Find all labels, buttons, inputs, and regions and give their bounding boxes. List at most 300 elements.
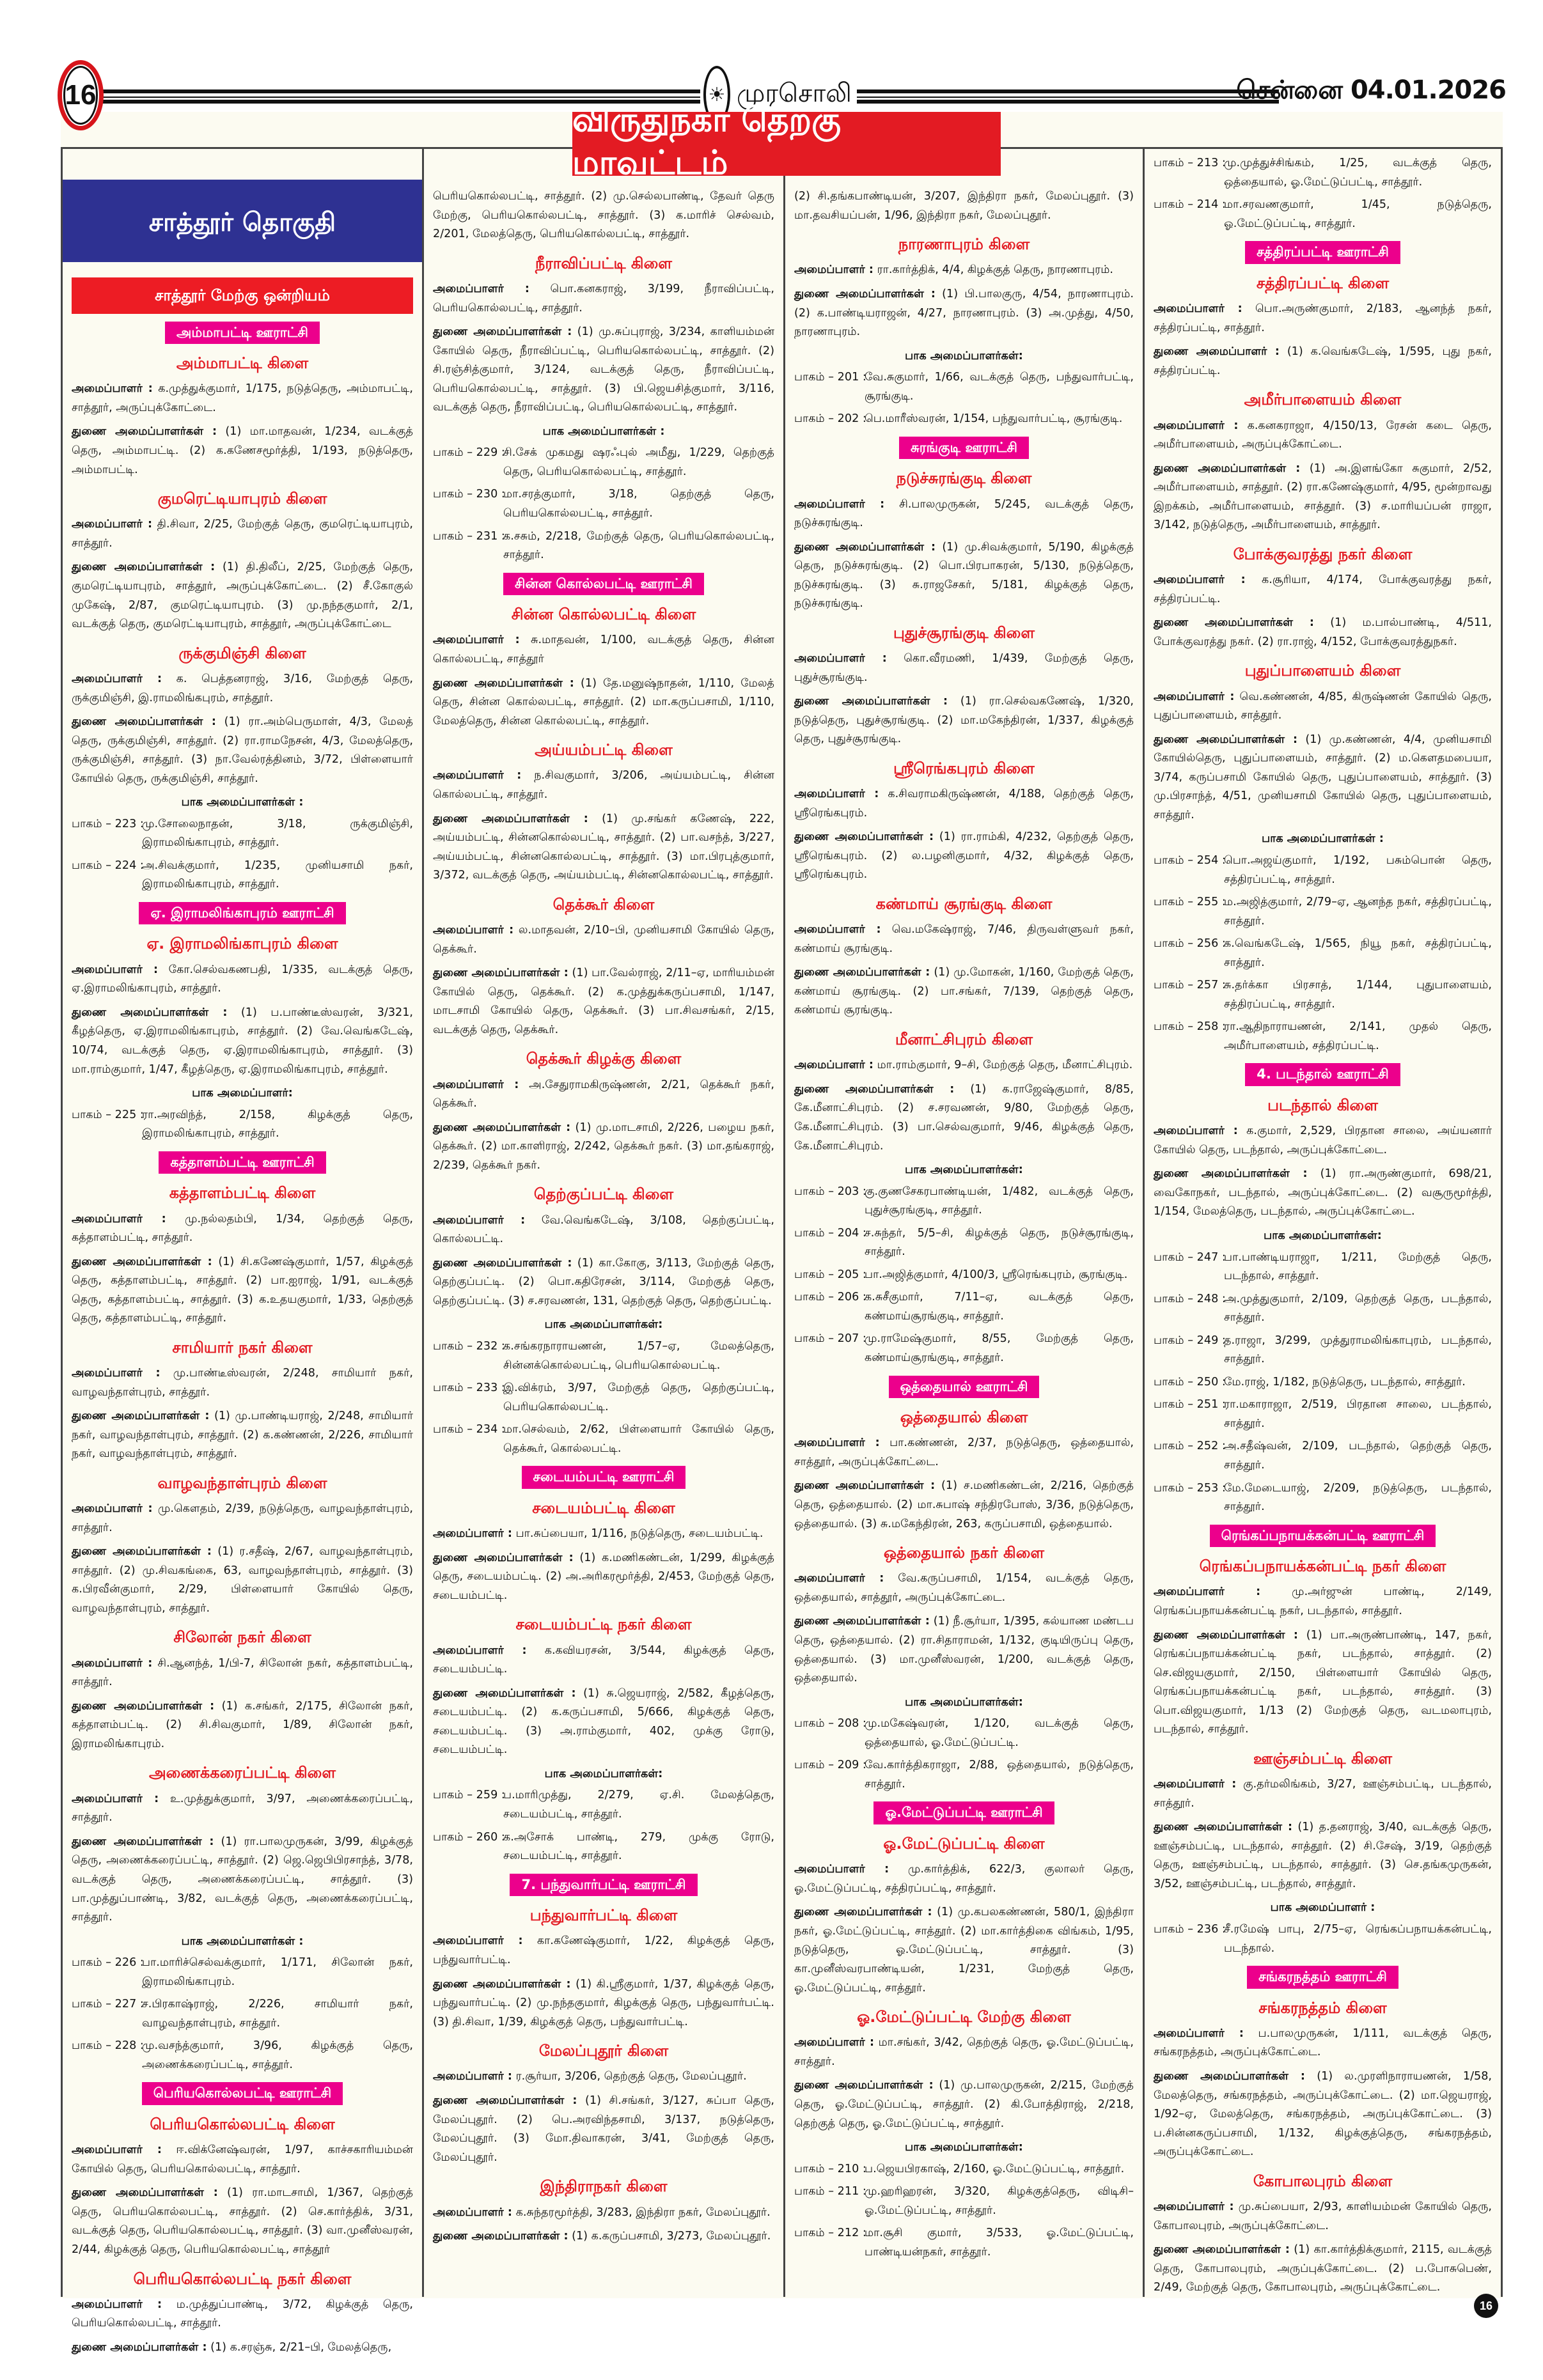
officer-details: அ.சேதுராமகிருஷ்ணன், 2/21, தெக்கூர் நகர், தெக்கூர். bbox=[433, 1078, 775, 1110]
ward-entry bbox=[1154, 893, 1492, 931]
officer-entry bbox=[72, 423, 413, 479]
officer-details: க. பெத்தனராஜ், 3/16, மேற்குத் தெரு, ருக்குமிஞ்சி, இ.ராமலிங்கபுரம், சாத்தூர். bbox=[72, 672, 414, 704]
ward-number: பாகம் – 212 : bbox=[794, 2227, 866, 2240]
officer-details: பொ.அருண்குமார், 2/183, ஆனந்த் நகர், சத்திரப்பட்டி, சாத்தூர். bbox=[1154, 302, 1492, 334]
officer-entry bbox=[1154, 2241, 1492, 2298]
officer-details: க.சிவராமகிருஷ்ணன், 4/188, தெற்குத் தெரு, ஸ்ரீரெங்கபுரம். bbox=[794, 788, 1134, 820]
ward-officer: பா.அஜித்குமார், 4/100/3, ஸ்ரீரெங்கபுரம், சூரங்குடி. bbox=[865, 1268, 1128, 1281]
ward-entry bbox=[1154, 1920, 1492, 1958]
officer-details: (1) க.ராஜேஷ்குமார், 8/85, கே.மீனாட்சிபுரம். (2) ச.சரவணன், 9/80, மேற்குத் தெரு, கே.மீனாட்சிபுரம். (3) பா.செல்வகுமார், 9/46, கிழக்குத் தெரு, கே.மீனாட்சிபுரம். bbox=[794, 1082, 1134, 1153]
role-label: துணை அமைப்பாளர்கள் : bbox=[1154, 2243, 1290, 2257]
branch-heading: அய்யம்பட்டி கிளை bbox=[535, 741, 673, 759]
officer-details: சி.ஆனந்த், 1/பி-7, சிலோன் நகர், கத்தாளம்பட்டி, சாத்தூர். bbox=[72, 1656, 414, 1689]
ward-officer: க.சங்கரநாராயணன், 1/57–ஏ, மேலத்தெரு, சின்னக்கொல்லபட்டி, பெரியகொல்லபட்டி. bbox=[503, 1339, 774, 1372]
officer-entry bbox=[433, 1549, 774, 1606]
ward-number: பாகம் – 234 : bbox=[433, 1423, 505, 1436]
officer-entry bbox=[1154, 614, 1492, 651]
role-label: அமைப்பாளர் : bbox=[1154, 1585, 1261, 1599]
role-label: அமைப்பாளர் : bbox=[794, 652, 887, 665]
role-label: அமைப்பாளர் : bbox=[72, 1367, 161, 1380]
officer-entry bbox=[433, 1642, 774, 1679]
officer-entry bbox=[1154, 2198, 1492, 2236]
role-label: அமைப்பாளர் : bbox=[433, 1644, 527, 1657]
officer-details: (1) கி.ஸ்ரீகுமார், 1/37, கிழக்குத் தெரு, பந்துவார்பட்டி. (2) மு.நந்தகுமார், கிழக்குத் தெரு, பந்துவார்பட்டி. (3) தி.சிவா, 1/39, கிழக்குத் தெரு, பந்துவார்பட்டி. bbox=[433, 1977, 774, 2028]
ward-officer: மு.முத்துச்சிங்கம், 1/25, வடக்குத் தெரு, ஒத்தையால், ஓ.மேட்டுப்பட்டி, சாத்தூர். bbox=[1224, 157, 1492, 189]
officer-entry bbox=[72, 2184, 413, 2259]
ward-number: பாகம் – 213 : bbox=[1154, 157, 1226, 169]
panchayat-heading: ஏ. இராமலிங்காபுரம் ஊராட்சி bbox=[139, 902, 345, 925]
role-label: துணை அமைப்பாளர்கள் : bbox=[433, 2094, 577, 2107]
column-4 bbox=[1143, 149, 1503, 2297]
role-label: துணை அமைப்பாளர்கள் : bbox=[1154, 462, 1301, 475]
officer-entry bbox=[1154, 1583, 1492, 1621]
ward-number: பாகம் – 236 : bbox=[1154, 1922, 1226, 1936]
ward-entry bbox=[794, 1266, 1134, 1285]
ward-number: பாகம் – 256 : bbox=[1154, 937, 1226, 951]
ward-entry bbox=[433, 1337, 774, 1375]
ward-number: பாகம் – 226 : bbox=[72, 1956, 144, 1970]
officer-entry bbox=[1154, 1775, 1492, 1813]
branch-heading: பந்துவார்பட்டி கிளை bbox=[529, 1906, 678, 1925]
officer-entry bbox=[433, 810, 774, 885]
constituency-heading: சாத்தூர் தொகுதி bbox=[63, 180, 422, 262]
officer-entry bbox=[794, 187, 1134, 225]
ward-number: பாகம் – 204 : bbox=[794, 1226, 866, 1240]
ward-number: பாகம் – 223 : bbox=[72, 817, 144, 830]
officer-details: ப.பாலமுருகன், 1/111, வடக்குத் தெரு, சங்கரநத்தம், அருப்புக்கோட்டை. bbox=[1154, 2026, 1492, 2059]
role-label: அமைப்பாளர் : bbox=[1154, 2200, 1234, 2214]
branch-heading: பெரியகொல்லபட்டி நகர் கிளை bbox=[133, 2269, 352, 2288]
ward-entry bbox=[794, 2182, 1134, 2220]
role-label: துணை அமைப்பாளர்கள் : bbox=[1154, 2069, 1305, 2083]
officer-entry bbox=[794, 2076, 1134, 2133]
officer-details: (1) நீ.சூர்யா, 1/395, கல்யாண மண்டப தெரு, ஒத்தையால். (2) ரா.சிதாராமன், 1/132, குடியிருப்பு தெரு, ஒத்தையால். (3) மா.முனீஸ்வரன், 1/200, வடக்குத் தெரு, ஒத்தையால். bbox=[794, 1615, 1134, 1685]
branch-heading: நீராவிப்பட்டி கிளை bbox=[535, 254, 672, 272]
ward-officer: ச.பிரகாஷ்ராஜ், 2/226, சாமியார் நகர், வாழவந்தாள்புரம், சாத்தூர். bbox=[142, 1998, 413, 2030]
branch-heading: சத்திரப்பட்டி கிளை bbox=[1256, 274, 1390, 292]
panchayat-heading-wrap bbox=[1154, 1063, 1492, 1086]
ward-number: பாகம் – 214 : bbox=[1154, 198, 1226, 212]
officer-entry bbox=[433, 1211, 774, 1249]
role-label: துணை அமைப்பாளர்கள் : bbox=[433, 1977, 571, 1991]
panchayat-heading: சத்திரப்பட்டி ஊராட்சி bbox=[1245, 241, 1400, 264]
officer-details: (1) சி.கணேஷ்குமார், 1/57, கிழக்குத் தெரு, கத்தாளம்பட்டி, சாத்தூர். (2) பா.ஐராஜ், 1/91, வடக்குத் தெரு, கத்தாளம்பட்டி, சாத்தூர். (3) க.உதயகுமார், 1/33, தெற்குத் தெரு, கத்தாளம்பட்டி, சாத்தூர். bbox=[72, 1255, 414, 1325]
panchayat-heading: கத்தாளம்பட்டி ஊராட்சி bbox=[159, 1151, 325, 1174]
officer-details: (1) மா.மாதவன், 1/234, வடக்குத் தெரு, அம்மாபட்டி. (2) க.கணேசமூர்த்தி, 1/193, நடுத்தெரு, அம்மாபட்டி. bbox=[72, 425, 414, 476]
officer-entry bbox=[794, 261, 1134, 280]
officer-details: கொ.வீரமணி, 1/439, மேற்குத் தெரு, புதுச்சூரங்குடி. bbox=[794, 652, 1134, 684]
section-label: பாக அமைப்பாளர்: bbox=[192, 1087, 293, 1100]
ward-entry bbox=[794, 1330, 1134, 1367]
officer-entry bbox=[72, 1790, 413, 1828]
role-label: அமைப்பாளர் : bbox=[794, 263, 873, 277]
officer-entry bbox=[72, 1697, 413, 1754]
officer-details: மு.கார்த்திக், 622/3, குலாலர் தெரு, ஓ.மேட்டுப்பட்டி, சத்திரப்பட்டி, சாத்தூர். bbox=[794, 1863, 1134, 1895]
section-label: பாக அமைப்பாளர்கள்: bbox=[1264, 1229, 1382, 1242]
role-label: துணை அமைப்பாளர்கள் : bbox=[433, 812, 588, 825]
section-label: பாக அமைப்பாளர் : bbox=[1270, 1901, 1375, 1915]
ward-entry bbox=[794, 1715, 1134, 1752]
officer-details: (1) பி.பாலகுரு, 4/54, நாரணாபுரம். (2) க.பாண்டியராஜன், 4/27, நாரணாபுரம். (3) அ.முத்து, 4/50, நாரணாபுரம். bbox=[794, 287, 1134, 339]
role-label: துணை அமைப்பாளர்கள் : bbox=[72, 561, 215, 574]
officer-entry bbox=[433, 1076, 774, 1114]
role-label: துணை அமைப்பாளர்கள் : bbox=[72, 1835, 214, 1848]
section-label: பாக அமைப்பாளர்கள் : bbox=[181, 1934, 304, 1948]
officer-entry bbox=[1154, 417, 1492, 455]
ward-entry bbox=[794, 1756, 1134, 1794]
panchayat-heading: அம்மாபட்டி ஊராட்சி bbox=[165, 322, 320, 345]
ward-number: பாகம் – 248 : bbox=[1154, 1292, 1226, 1305]
officer-details: (1) மு.கபலகண்ணன், 580/1, இந்திரா நகர், ஓ.மேட்டுப்பட்டி, சாத்தூர். (2) மா.கார்த்திகை விங்கம், 1/95, நடுத்தெரு, ஓ.மேட்டுப்பட்டி, சாத்தூர். (3) கா.முனீஸ்வரபாண்டியன், 1/231, மேற்குத் தெரு, ஓ.மேட்டுப்பட்டி, சாத்தூர். bbox=[794, 1906, 1134, 1995]
ward-entry bbox=[72, 1106, 413, 1144]
page-title: விருதுநகர் தெற்கு மாவட்டம் bbox=[572, 112, 1001, 176]
branch-heading: நடுச்சுரங்குடி கிளை bbox=[896, 469, 1032, 488]
ward-entry bbox=[794, 1183, 1134, 1220]
ward-officer: மா.செல்வம், 2/62, பிள்ளையார் கோயில் தெரு, தெக்கூர், கொல்லபட்டி. bbox=[503, 1423, 774, 1455]
panchayat-heading-wrap bbox=[1154, 241, 1492, 264]
officer-entry bbox=[433, 2204, 774, 2223]
ward-number: பாகம் – 228 : bbox=[72, 2039, 144, 2053]
officer-details: (1) மு.சங்கர் கணேஷ், 222, அய்யம்பட்டி, சின்னகொல்லபட்டி, சாத்தூர். (2) பா.வசந்த், 3/227, அய்யம்பட்டி, சின்னகொல்லபட்டி, சாத்தூர். (3) மா.பிரபுத்குமார், 3/372, வடக்குத் தெரு, அய்யம்பட்டி, சின்னகொல்லபட்டி, சாத்தூர். bbox=[433, 812, 775, 882]
role-label: அமைப்பாளர் : bbox=[433, 1934, 523, 1948]
officer-details: (1) மு.சிவக்குமார், 5/190, கிழக்குத் தெரு, நடுச்சுரங்குடி. (2) பொ.பிரபாகரன், 5/130, நடுத்தெரு, நடுச்சுரங்குடி. (3) சு.ராஜசேகர், 5/181, கிழக்குத் தெரு, நடுச்சுரங்குடி. bbox=[794, 540, 1134, 611]
panchayat-heading-wrap bbox=[794, 1801, 1134, 1824]
branch-heading: ஊஞ்சம்பட்டி கிளை bbox=[1253, 1749, 1393, 1768]
officer-details: (1) ர.சதீஷ், 2/67, வாழவந்தாள்புரம், சாத்தூர். (2) மு.சிவகங்கை, 63, வாழவந்தாள்புரம், சாத்தூர். (3) க.பிரவீன்குமார், 2/29, பிள்ளையார் கோயில் தெரு, வாழவந்தாள்புரம், சாத்தூர். bbox=[72, 1545, 414, 1615]
role-label: துணை அமைப்பாளர்கள் : bbox=[1154, 1167, 1308, 1181]
panchayat-heading: சடையம்பட்டி ஊராட்சி bbox=[522, 1466, 686, 1489]
role-label: அமைப்பாளர் : bbox=[1154, 690, 1235, 703]
officer-details: ஈ.விக்னேஷ்வரன், 1/97, காச்சகாரியம்மன் கோயில் தெரு, பெரியகொல்லபட்டி, சாத்தூர். bbox=[72, 2143, 413, 2175]
officer-entry bbox=[1154, 571, 1492, 609]
role-label: அமைப்பாளர் : bbox=[433, 1527, 512, 1541]
ward-number: பாகம் – 225 : bbox=[72, 1108, 144, 1121]
officer-entry bbox=[794, 538, 1134, 614]
officer-details: க.கவியரசன், 3/544, கிழக்குத் தெரு, சடையம்பட்டி. bbox=[433, 1644, 774, 1676]
panchayat-heading: சங்கரநத்தம் ஊராட்சி bbox=[1247, 1966, 1398, 1989]
officer-entry bbox=[72, 1833, 413, 1927]
section-label: பாக அமைப்பாளர்கள்: bbox=[905, 2141, 1023, 2154]
ward-number: பாகம் – 208 : bbox=[794, 1717, 866, 1731]
role-label: துணை அமைப்பாளர்கள் : bbox=[433, 1256, 572, 1270]
ward-officer: வே.சுகுமார், 1/66, வடக்குத் தெரு, பந்துவார்பட்டி, சூரங்குடி. bbox=[865, 371, 1134, 403]
ward-entry bbox=[72, 857, 413, 894]
branch-heading: ரெங்கப்பநாயக்கன்பட்டி நகர் கிளை bbox=[1199, 1557, 1446, 1576]
officer-entry bbox=[433, 187, 774, 244]
officer-entry bbox=[1154, 300, 1492, 338]
ward-officer: மு.ராமேஷ்குமார், 8/55, மேற்குத் தெரு, கண்மாய்சூரங்குடி, சாத்தூர். bbox=[865, 1332, 1134, 1364]
officer-entry bbox=[433, 964, 774, 1039]
branch-heading: அமீர்பாளையம் கிளை bbox=[1244, 391, 1402, 409]
officer-entry bbox=[433, 2067, 774, 2087]
branch-heading: ஒத்தையால் நகர் கிளை bbox=[883, 1544, 1045, 1562]
column-3 bbox=[783, 149, 1143, 2297]
officer-details: (1) அ.இளங்கோ சுகுமார், 2/52, அமீர்பாளையம், சாத்தூர். (2) ரா.கணேஷ்குமார், 4/95, மூன்றாவது இறக்கம், அமீர்பாளையம், சாத்தூர். (3) ச.மாரியப்பன் ராஜா, 3/142, நடுத்தெரு, அமீர்பாளையம், சாத்தூர். bbox=[1154, 462, 1492, 532]
ward-entry bbox=[72, 2037, 413, 2074]
branch-heading: சங்கரநத்தம் கிளை bbox=[1258, 1998, 1387, 2017]
officer-details: உ.முத்துக்குமார், 3/97, அணைக்கரைப்பட்டி, சாத்தூர். bbox=[72, 1792, 413, 1824]
ward-entry bbox=[1154, 154, 1492, 192]
ward-number: பாகம் – 250 : bbox=[1154, 1375, 1226, 1388]
role-label: அமைப்பாளர் : bbox=[72, 2143, 162, 2157]
officer-details: க.சூரியா, 4/174, போக்குவரத்து நகர், சத்திரப்பட்டி. bbox=[1154, 573, 1492, 605]
role-label: துணை அமைப்பாளர்கள் : bbox=[72, 2340, 207, 2354]
panchayat-heading-wrap bbox=[794, 1376, 1134, 1399]
ward-officer: க.சுசீகுமார், 7/11–ஏ, வடக்குத் தெரு, கண்மாய்சூரங்குடி, சாத்தூர். bbox=[865, 1291, 1134, 1323]
role-label: அமைப்பாளர் : bbox=[794, 1572, 884, 1585]
ward-officer: மே.ராஜ், 1/182, நடுத்தெரு, படந்தால், சாத்தூர். bbox=[1224, 1375, 1466, 1388]
role-label: அமைப்பாளர் : bbox=[433, 924, 514, 937]
dateline: சென்னை 04.01.2026 bbox=[1236, 75, 1506, 105]
officer-details: ர.சூர்யா, 3/206, தெற்குத் தெரு, மேலப்புதூர். bbox=[515, 2070, 747, 2083]
branch-heading: படந்தால் கிளை bbox=[1267, 1096, 1378, 1114]
officer-entry bbox=[72, 961, 413, 999]
ward-number: பாகம் – 254 : bbox=[1154, 853, 1226, 867]
branch-heading: புதுப்பாளையம் கிளை bbox=[1244, 662, 1401, 680]
ward-number: பாகம் – 251 : bbox=[1154, 1398, 1226, 1412]
ward-number: பாகம் – 205 : bbox=[794, 1268, 866, 1281]
role-label: துணை அமைப்பாளர்கள் : bbox=[433, 2230, 568, 2243]
column-1 bbox=[61, 149, 422, 2354]
ward-officer: வே.கார்த்திகராஜா, 2/88, ஒத்தையால், நடுத்தெரு, சாத்தூர். bbox=[865, 1759, 1134, 1791]
role-label: அமைப்பாளர் : bbox=[794, 923, 881, 937]
branch-heading: மேலப்புதூர் கிளை bbox=[538, 2042, 669, 2060]
ward-number: பாகம் – 252 : bbox=[1154, 1440, 1226, 1453]
ward-officer: ரா.ஆதிநாராயணன், 2/141, முதல் தெரு, அமீர்பாளையம், சத்திரப்பட்டி. bbox=[1224, 1020, 1492, 1052]
section-label: பாக அமைப்பாளர்கள்: bbox=[905, 1163, 1023, 1177]
officer-entry bbox=[794, 1612, 1134, 1688]
role-label: துணை அமைப்பாளர் : bbox=[1154, 345, 1280, 359]
officer-details: (1) க.மணிகண்டன், 1/299, கிழக்குத் தெரு, சடையம்பட்டி. (2) அ.அரிகரமூர்த்தி, 2/453, மேற்குத் தெரு, சடையம்பட்டி. bbox=[433, 1551, 775, 1602]
ward-number: பாகம் – 258 : bbox=[1154, 1020, 1226, 1034]
officer-entry bbox=[72, 713, 413, 788]
panchayat-heading-wrap bbox=[1154, 1966, 1492, 1989]
ward-entry bbox=[1154, 1479, 1492, 1517]
officer-details: (1) தி.திலீப், 2/25, மேற்குத் தெரு, குமரெட்டியாபுரம், சாத்தூர், அருப்புக்கோட்டை. (2) சீ.கோகுல் முகேஷ், 2/87, குமரெட்டியாபுரம். (3) மு.நந்தகுமார், 2/1, வடக்குத் தெரு, குமரெட்டியாபுரம், சாத்தூர், அருப்புக்கோட்டை bbox=[72, 561, 414, 631]
role-label: அமைப்பாளர் : bbox=[72, 518, 152, 531]
officer-details: தி.சிவா, 2/25, மேற்குத் தெரு, குமரெட்டியாபுரம், சாத்தூர். bbox=[72, 518, 414, 550]
panchayat-heading-wrap bbox=[433, 573, 774, 596]
ward-number: பாகம் – 233 : bbox=[433, 1381, 505, 1395]
ward-entry bbox=[1154, 1248, 1492, 1286]
role-label: துணை அமைப்பாளர்கள் : bbox=[433, 1686, 576, 1700]
ward-entry bbox=[72, 815, 413, 853]
ward-number: பாகம் – 247 : bbox=[1154, 1250, 1226, 1264]
officer-entry bbox=[433, 631, 774, 669]
role-label: துணை அமைப்பாளர்கள் : bbox=[72, 1006, 228, 1019]
officer-details: ரா.கார்த்திக், 4/4, கிழக்குத் தெரு, நாரணாபுரம். bbox=[877, 263, 1114, 277]
role-label: துணை அமைப்பாளர்கள் : bbox=[794, 287, 936, 300]
role-label: அமைப்பாளர் : bbox=[794, 1059, 873, 1072]
page-number-badge: 16 bbox=[58, 60, 104, 130]
ward-number: பாகம் – 259 : bbox=[433, 1789, 505, 1802]
officer-entry bbox=[72, 1543, 413, 1618]
role-label: துணை அமைப்பாளர்கள் : bbox=[72, 1410, 210, 1423]
officer-entry bbox=[72, 1654, 413, 1692]
officer-entry bbox=[794, 921, 1134, 958]
officer-entry bbox=[433, 1932, 774, 1970]
officer-details: சி.பாலமுருகன், 5/245, வடக்குத் தெரு, நடுச்சுரங்குடி. bbox=[794, 497, 1134, 530]
role-label: துணை அமைப்பாளர்கள் : bbox=[1154, 616, 1314, 630]
officer-details: (1) மு.பாலமுருகன், 2/215, மேற்குத் தெரு, ஓ.மேட்டுப்பட்டி, சாத்தூர். (2) கி.போத்திராஜ், 2/218, தெற்குத் தெரு, ஓ.மேட்டுப்பட்டி, சாத்தூர். bbox=[794, 2079, 1134, 2130]
officer-entry bbox=[72, 1210, 413, 1248]
officer-details: க.கனகராஜா, 4/150/13, ரேசன் கடை தெரு, அமீர்பாளையம், அருப்புக்கோட்டை. bbox=[1154, 419, 1492, 451]
ward-officer: ம.அஜித்குமார், 2/79–ஏ, ஆனந்த நகர், சத்திரப்பட்டி, சாத்தூர். bbox=[1224, 896, 1492, 928]
role-label: துணை அமைப்பாளர்கள் : bbox=[433, 325, 572, 339]
panchayat-heading-wrap bbox=[1154, 1525, 1492, 1548]
officer-details: (1) மு.மாடசாமி, 2/226, பழைய நகர், தெக்கூர். (2) மா.காளிராஜ், 2/242, தெக்கூர் நகர். (3) மா.தங்கராஜ், 2/239, தெக்கூர் நகர். bbox=[433, 1121, 775, 1172]
officer-entry bbox=[1154, 2067, 1492, 2162]
officer-entry bbox=[794, 1080, 1134, 1156]
officer-entry bbox=[433, 1254, 774, 1311]
ward-entry bbox=[1154, 935, 1492, 972]
ward-entry bbox=[433, 485, 774, 523]
ward-entry bbox=[433, 1379, 774, 1417]
role-label: அமைப்பாளர் : bbox=[1154, 573, 1246, 587]
officer-details: (1) ச.மணிகண்டன், 2/216, தெற்குத் தெரு, ஒத்தையால். (2) மா.சுபாஷ் சந்திரபோஸ், 3/36, நடுத்தெரு, ஒத்தையால். (3) சு.மகேந்திரன், 263, கருப்பசாமி, ஒத்தையால். bbox=[794, 1479, 1134, 1530]
ward-number: பாகம் – 207 : bbox=[794, 1332, 866, 1346]
rising-sun-emblem-icon: ☀ bbox=[703, 66, 730, 123]
officer-entry bbox=[433, 280, 774, 318]
role-label: அமைப்பாளர் : bbox=[433, 634, 520, 647]
ward-number: பாகம் – 255 : bbox=[1154, 896, 1226, 909]
branch-heading: பெரியகொல்லபட்டி கிளை bbox=[150, 2115, 335, 2133]
ward-number: பாகம் – 229 : bbox=[433, 446, 505, 460]
branch-heading: நாரணாபுரம் கிளை bbox=[898, 235, 1030, 254]
officer-details: பெரியகொல்லபட்டி, சாத்தூர். (2) மு.செல்லபாண்டி, தேவர் தெரு மேற்கு, பெரியகொல்லபட்டி, சாத்தூர். (3) க.மாரிச் செல்வம், 2/201, மேலத்தெரு, பெரியகொல்லபட்டி, சாத்தூர். bbox=[433, 190, 774, 241]
officer-details: (1) த.தனராஜ், 3/40, வடக்குத் தெரு, ஊஞ்சம்பட்டி, படந்தால், சாத்தூர். (2) சி.சேஷ், 3/19, தெற்குத் தெரு, ஊஞ்சம்பட்டி, படந்தால், சாத்தூர். (3) செ.தங்கமுருகன், 3/52, ஊஞ்சம்பட்டி, படந்தால், சாத்தூர். bbox=[1154, 1821, 1492, 1890]
officer-entry bbox=[72, 1004, 413, 1079]
ward-officer: ப.மாரிமுத்து, 2/279, ஏ.சி. மேலத்தெரு, சடையம்பட்டி, சாத்தூர். bbox=[503, 1789, 774, 1821]
role-label: அமைப்பாளர் : bbox=[794, 497, 885, 511]
branch-heading: மீனாட்சிபுரம் கிளை bbox=[895, 1031, 1033, 1049]
officer-entry bbox=[794, 1860, 1134, 1898]
ward-entry bbox=[794, 2160, 1134, 2179]
role-label: துணை அமைப்பாளர்கள் : bbox=[433, 1121, 571, 1134]
officer-details: (1) க.கருப்பசாமி, 3/273, மேலப்புதூர். bbox=[572, 2230, 771, 2243]
footer-page-number: 16 bbox=[1474, 2294, 1498, 2318]
officer-details: கா.கணேஷ்குமார், 1/22, கிழக்குத் தெரு, பந்துவார்பட்டி. bbox=[433, 1934, 775, 1966]
officer-entry bbox=[433, 323, 774, 417]
officer-entry bbox=[72, 2141, 413, 2179]
role-label: துணை அமைப்பாளர்கள் : bbox=[794, 830, 934, 844]
ward-officer: ரா.அரவிந்த், 2/158, கிழக்குத் தெரு, இராமலிங்காபுரம், சாத்தூர். bbox=[142, 1108, 413, 1140]
role-label: அமைப்பாளர் : bbox=[794, 2036, 874, 2049]
role-label: துணை அமைப்பாளர்கள் : bbox=[794, 540, 936, 554]
ward-officer: இ.விக்ரம், 3/97, மேற்குத் தெரு, தெற்குப்பட்டி, பெரியகொல்லபட்டி. bbox=[503, 1381, 774, 1413]
officer-entry bbox=[433, 1525, 774, 1544]
role-label: அமைப்பாளர் : bbox=[794, 788, 879, 801]
ward-entry bbox=[72, 1954, 413, 1991]
officer-details: வே.கருப்பசாமி, 1/154, வடக்குத் தெரு, ஒத்தையால், சாத்தூர், அருப்புக்கோட்டை. bbox=[794, 1572, 1134, 1604]
ward-entry bbox=[794, 2224, 1134, 2262]
officer-entry bbox=[72, 2338, 413, 2358]
officer-details: (1) ரா.செல்வகணேஷ், 1/320, நடுத்தெரு, புதுச்சூரங்குடி. (2) மா.மகேந்திரன், 1/337, கிழக்குத் தெரு, புதுச்சூரங்குடி. bbox=[794, 695, 1134, 746]
officer-details: கோ.செல்வகணபதி, 1/335, வடக்குத் தெரு, ஏ.இராமலிங்காபுரம், சாத்தூர். bbox=[72, 963, 413, 995]
ward-number: பாகம் – 202 : bbox=[794, 412, 866, 426]
officer-entry bbox=[433, 921, 774, 959]
ward-entry bbox=[794, 410, 1134, 429]
section-label: பாக அமைப்பாளர்கள்: bbox=[544, 1318, 663, 1332]
ward-officer: மே.மேடையாஜ், 2/209, நடுத்தெரு, படந்தால், சாத்தூர். bbox=[1224, 1481, 1492, 1514]
role-label: துணை அமைப்பாளர்கள் : bbox=[72, 1545, 212, 1559]
ward-entry bbox=[794, 1224, 1134, 1262]
ward-officer: கு.குணசேகரபாண்டியன், 1/482, வடக்குத் தெரு, புதுச்சூரங்குடி, சாத்தூர். bbox=[865, 1185, 1134, 1217]
officer-details: (1) மு.சுப்புராஜ், 3/234, காளியம்மன் கோயில் தெரு, நீராவிப்பட்டி, பெரியகொல்லபட்டி, சாத்தூர். (2) சி.ரஞ்சித்குமார், 3/124, வடக்குத் தெரு, நீராவிப்பட்டி, பெரியகொல்லபட்டி, சாத்தூர். (3) பி.ஜெயசித்குமார், 3/116, வடக்குத் தெரு, நீராவிப்பட்டி, பெரியகொல்லபட்டி, சாத்தூர். bbox=[433, 325, 775, 414]
ward-entry bbox=[794, 368, 1134, 406]
officer-details: (2) சி.தங்கபாண்டியன், 3/207, இந்திரா நகர், மேலப்புதூர். (3) மா.தவசியப்பன், 1/96, இந்திரா நகர், மேலப்புதூர். bbox=[794, 190, 1134, 222]
officer-details: க.குமார், 2,529, பிரதான சாலை, அய்யனார் கோயில் தெரு, படந்தால், அருப்புக்கோட்டை. bbox=[1154, 1124, 1492, 1156]
officer-entry bbox=[1154, 1122, 1492, 1160]
page-body bbox=[61, 101, 1503, 2354]
ward-entry bbox=[1154, 976, 1492, 1014]
officer-entry bbox=[794, 1434, 1134, 1472]
officer-entry bbox=[1154, 1818, 1492, 1894]
officer-details: க.முத்துக்குமார், 1/175, நடுத்தெரு, அம்மாபட்டி, சாத்தூர், அருப்புக்கோட்டை. bbox=[72, 382, 413, 414]
officer-details: (1) ரா.ராம்கி, 4/232, தெற்குத் தெரு, ஸ்ரீரெங்கபுரம். (2) ல.பழனிகுமார், 4/32, கிழக்குத் தெரு, ஸ்ரீரெங்கபுரம். bbox=[794, 830, 1134, 882]
officer-entry bbox=[433, 1684, 774, 1760]
ward-number: பாகம் – 209 : bbox=[794, 1759, 866, 1772]
ward-officer: பா.மாரிச்செல்வக்குமார், 1/171, சிலோன் நகர், இராமலிங்காபுரம். bbox=[142, 1956, 413, 1988]
ward-number: பாகம் – 201 : bbox=[794, 371, 866, 384]
officer-details: மு.பாண்டீஸ்வரன், 2/248, சாமியார் நகர், வாழவந்தாள்புரம், சாத்தூர். bbox=[72, 1367, 414, 1399]
panchayat-heading: ரெங்கப்பநாயக்கன்பட்டி ஊராட்சி bbox=[1210, 1525, 1436, 1548]
ward-entry bbox=[1154, 1018, 1492, 1055]
role-label: அமைப்பாளர் : bbox=[433, 1213, 526, 1227]
ward-entry bbox=[794, 1288, 1134, 1326]
ward-entry bbox=[1154, 1396, 1492, 1433]
officer-details: வெ.மகேஷ்ராஜ், 7/46, திருவள்ளுவர் நகர், கண்மாய் சூரங்குடி. bbox=[794, 923, 1134, 955]
role-label: துணை அமைப்பாளர்கள் : bbox=[433, 967, 568, 980]
panchayat-heading: ஓ.மேட்டுப்பட்டி ஊராட்சி bbox=[873, 1801, 1054, 1824]
officer-entry bbox=[794, 495, 1134, 533]
officer-entry bbox=[794, 285, 1134, 342]
officer-details: (1) கா.கோகு, 3/113, மேற்குத் தெரு, தெற்குப்பட்டி. (2) பொ.கதிரேசன், 3/114, மேற்குத் தெரு, தெற்குப்பட்டி. (3) ச.சரவணன், 131, தெற்குத் தெரு, தெற்குப்பட்டி. bbox=[433, 1256, 775, 1307]
branch-heading: ஸ்ரீரெங்கபுரம் கிளை bbox=[893, 759, 1035, 777]
officer-entry bbox=[433, 2092, 774, 2167]
officer-details: (1) ரா.அருண்குமார், 698/21, வைகோநகர், படந்தால், அருப்புக்கோட்டை. (2) வசூருமூர்த்தி, 1/154, மேலத்தெரு, படந்தால், அருப்புக்கோட்டை. bbox=[1154, 1167, 1492, 1218]
officer-details: (1) மு.மோகன், 1/160, மேற்குத் தெரு, கண்மாய் சூரங்குடி. (2) பா.சங்கர், 7/139, தெற்குத் தெரு, கண்மாய் சூரங்குடி. bbox=[794, 966, 1134, 1017]
officer-details: வே.வெங்கடேஷ், 3/108, தெற்குப்பட்டி, கொல்லபட்டி. bbox=[433, 1213, 774, 1246]
ward-entry bbox=[72, 1995, 413, 2033]
branch-heading: புதுச்சூரங்குடி கிளை bbox=[893, 623, 1035, 642]
panchayat-heading-wrap bbox=[72, 902, 413, 925]
officer-details: மு.கௌதம், 2/39, நடுத்தெரு, வாழவந்தாள்புரம், சாத்தூர். bbox=[72, 1502, 413, 1534]
panchayat-heading: பெரியகொல்லபட்டி ஊராட்சி bbox=[142, 2082, 343, 2105]
role-label: அமைப்பாளர் : bbox=[794, 1863, 889, 1876]
officer-entry bbox=[794, 2034, 1134, 2071]
role-label: அமைப்பாளர் : bbox=[72, 2298, 162, 2311]
role-label: துணை அமைப்பாளர்கள் : bbox=[794, 1615, 930, 1628]
branch-heading: ஓ.மேட்டுப்பட்டி கிளை bbox=[883, 1834, 1045, 1853]
ward-entry bbox=[1154, 1437, 1492, 1475]
panchayat-heading: ஒத்தையால் ஊராட்சி bbox=[889, 1376, 1040, 1399]
panchayat-heading: 7. பந்துவார்பட்டி ஊராட்சி bbox=[510, 1874, 697, 1897]
officer-details: (1) மு.கண்ணன், 4/4, முனியசாமி கோயில்தெரு, புதுப்பாளையம், சாத்தூர். (2) ம.கௌதமபையா, 3/74, கருப்பசாமி கோயில் தெரு, புதுப்பாளையம், சாத்தூர். (3) மு.பிரசாந்த், 4/51, முனியசாமி கோயில் தெரு, புதுப்பாளையம், சாத்தூர். bbox=[1154, 733, 1492, 821]
officer-details: (1) சி.சங்கர், 3/127, சுப்பா தெரு, மேலப்புதூர். (2) பெ.அரவிந்தசாமி, 3/137, நடுத்தெரு, மேலப்புதூர். (3) மோ.திவாகரன், 3/41, மேற்குத் தெரு, மேலப்புதூர். bbox=[433, 2094, 775, 2164]
role-label: அமைப்பாளர் : bbox=[72, 1502, 153, 1516]
role-label: துணை அமைப்பாளர்கள் : bbox=[1154, 1821, 1293, 1834]
officer-details: ந.சிவகுமார், 3/206, அய்யம்பட்டி, சின்ன கொல்லபட்டி, சாத்தூர். bbox=[433, 769, 774, 802]
role-label: அமைப்பாளர் : bbox=[1154, 302, 1242, 315]
branch-heading: கோபாலபுரம் கிளை bbox=[1253, 2172, 1393, 2190]
officer-details: (1) கா.கார்த்திக்குமார், 2115, வடக்குத் தெரு, கோபாலபுரம், அருப்புக்கோட்டை. (2) ப.போசுபெண், 2/49, மேற்குத் தெரு, கோபாலபுரம், அருப்புக்கோட்டை. bbox=[1154, 2243, 1492, 2294]
branch-heading: அம்மாபட்டி கிளை bbox=[176, 354, 309, 372]
branch-heading: தெற்குப்பட்டி கிளை bbox=[533, 1185, 674, 1204]
role-label: துணை அமைப்பாளர்கள் : bbox=[433, 676, 574, 690]
role-label: அமைப்பாளர் : bbox=[433, 769, 522, 782]
officer-details: (1) பா.வேல்ராஜ், 2/11–ஏ, மாரியம்மன் கோயில் தெரு, தெக்கூர். (2) க.முத்துக்கருப்பசாமி, 1/147, மாடசாமி கோயில் தெரு, தெக்கூர். (3) பா.சிவசங்கர், 2/15, வடக்குத் தெரு, தெக்கூர். bbox=[433, 967, 775, 1036]
